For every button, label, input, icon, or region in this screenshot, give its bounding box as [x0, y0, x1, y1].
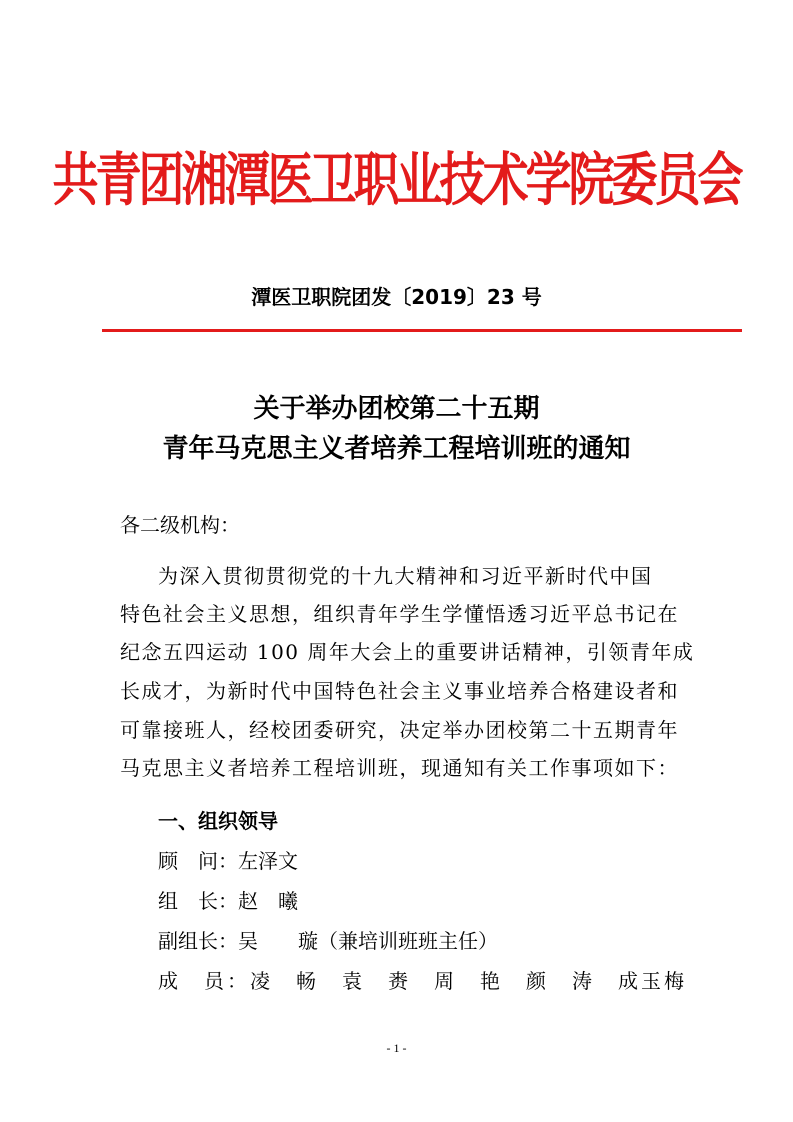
member-row-deputy-leader — [158, 926, 498, 956]
body-paragraph-line: 长成才，为新时代中国特色社会主义事业培养合格建设者和 — [120, 679, 679, 703]
member-role: 顾 问： — [158, 849, 238, 873]
body-paragraph-line: 为深入贯彻贯彻党的十九大精神和习近平新时代中国 — [158, 564, 653, 588]
member-names: 赵 曦 — [238, 889, 298, 913]
member-role: 副组长： — [158, 929, 238, 953]
masthead-org-name: 共青团湘潭医卫职业技术学院委员会 — [52, 145, 741, 213]
member-names: 凌 畅 袁 赉 周 艳 颜 涛 成玉梅 — [250, 969, 687, 993]
title-line-1: 关于举办团校第二十五期 — [253, 394, 540, 424]
member-role: 组 长： — [158, 889, 238, 913]
member-row-advisor — [158, 846, 298, 876]
page-number: - 1 - — [386, 1041, 407, 1055]
body-paragraph-line: 可靠接班人，经校团委研究，决定举办团校第二十五期青年 — [120, 718, 679, 742]
member-row-members — [158, 966, 687, 996]
body-paragraph-line: 特色社会主义思想，组织青年学生学懂悟透习近平总书记在 — [120, 602, 679, 626]
member-role: 成 员： — [158, 969, 250, 993]
member-names: 吴 璇（兼培训班班主任） — [238, 929, 498, 953]
document-number: 潭医卫职院团发〔2019〕23 号 — [251, 285, 542, 309]
red-separator-rule — [102, 329, 742, 332]
body-paragraph-line: 纪念五四运动 100 周年大会上的重要讲话精神，引领青年成 — [120, 640, 695, 664]
member-row-leader — [158, 886, 298, 916]
salutation: 各二级机构： — [120, 513, 240, 537]
member-names: 左泽文 — [238, 849, 298, 873]
title-line-2: 青年马克思主义者培养工程培训班的通知 — [162, 434, 631, 464]
section-heading-organization: 一、组织领导 — [158, 809, 278, 833]
body-paragraph-line: 马克思主义者培养工程培训班，现通知有关工作事项如下： — [120, 756, 679, 780]
